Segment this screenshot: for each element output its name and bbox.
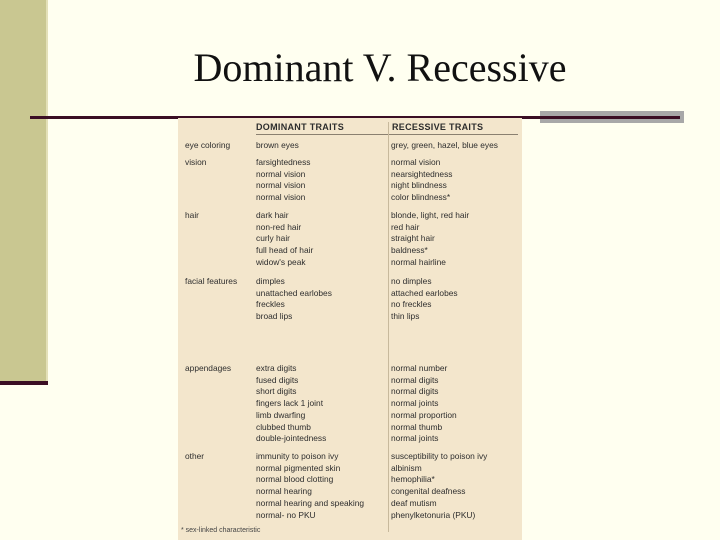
dominant-trait: widow's peak <box>256 256 306 267</box>
dominant-trait: fused digits <box>256 374 299 385</box>
recessive-trait: normal digits <box>391 374 439 385</box>
recessive-trait: grey, green, hazel, blue eyes <box>391 140 498 150</box>
recessive-trait: attached earlobes <box>391 287 458 298</box>
dominant-cell <box>256 157 310 204</box>
recessive-trait: normal joints <box>391 398 439 409</box>
dominant-trait: normal blood clotting <box>256 474 334 485</box>
recessive-trait: congenital deafness <box>391 486 466 497</box>
dominant-trait: normal- no PKU <box>256 509 316 520</box>
recessive-header: RECESSIVE TRAITS <box>392 122 484 132</box>
dominant-trait: unattached earlobes <box>256 287 332 298</box>
recessive-trait: night blindness <box>391 180 447 191</box>
dominant-trait: extra digits <box>256 363 297 373</box>
recessive-cell <box>391 140 498 152</box>
category-label: other <box>185 451 205 461</box>
dominant-header: DOMINANT TRAITS <box>256 122 344 132</box>
recessive-trait: baldness* <box>391 245 428 256</box>
recessive-trait: no dimples <box>391 276 432 286</box>
recessive-trait: normal joints <box>391 433 439 444</box>
dominant-trait: short digits <box>256 386 297 397</box>
dominant-trait: limb dwarfing <box>256 409 306 420</box>
recessive-trait: hemophilia* <box>391 474 435 485</box>
dominant-trait: non-red hair <box>256 221 302 232</box>
dominant-trait: freckles <box>256 299 285 310</box>
category-label: vision <box>185 157 207 167</box>
dominant-trait: normal vision <box>256 192 306 203</box>
dominant-cell <box>256 451 364 521</box>
category-label: appendages <box>185 363 232 373</box>
category-label: facial features <box>185 276 238 286</box>
dominant-trait: normal hearing and speaking <box>256 497 365 508</box>
slide-title: Dominant V. Recessive <box>193 45 567 90</box>
dominant-trait: normal pigmented skin <box>256 462 341 473</box>
recessive-trait: straight hair <box>391 233 435 244</box>
recessive-trait: susceptibility to poison ivy <box>391 451 488 461</box>
dominant-cell <box>256 210 313 269</box>
decorative-side-bar-rule <box>0 381 48 385</box>
recessive-trait: normal digits <box>391 386 439 397</box>
dominant-cell <box>256 276 332 323</box>
dominant-trait: normal vision <box>256 180 306 191</box>
recessive-trait: color blindness* <box>391 192 451 203</box>
recessive-trait: normal thumb <box>391 421 443 432</box>
category-label: hair <box>185 210 199 220</box>
dominant-trait: full head of hair <box>256 245 314 256</box>
dominant-cell <box>256 140 299 152</box>
dominant-trait: fingers lack 1 joint <box>256 398 324 409</box>
recessive-trait: blonde, light, red hair <box>391 210 470 220</box>
dominant-trait: dimples <box>256 276 285 286</box>
recessive-trait: no freckles <box>391 299 432 310</box>
dominant-trait: brown eyes <box>256 140 299 150</box>
recessive-trait: normal proportion <box>391 409 457 420</box>
recessive-cell <box>391 157 452 204</box>
recessive-cell <box>391 276 458 323</box>
recessive-cell <box>391 451 487 521</box>
recessive-trait: red hair <box>391 221 420 232</box>
recessive-cell <box>391 210 469 269</box>
recessive-trait: albinism <box>391 462 422 473</box>
recessive-trait: nearsightedness <box>391 168 453 179</box>
dominant-trait: broad lips <box>256 311 293 322</box>
dominant-trait: farsightedness <box>256 157 311 167</box>
recessive-trait: thin lips <box>391 311 420 322</box>
dominant-trait: double-jointedness <box>256 433 327 444</box>
column-divider <box>388 122 389 532</box>
dominant-trait: normal vision <box>256 168 306 179</box>
footnote: * sex-linked characteristic <box>181 527 261 534</box>
recessive-trait: phenylketonuria (PKU) <box>391 509 476 520</box>
dominant-cell <box>256 363 326 445</box>
recessive-trait: deaf mutism <box>391 497 437 508</box>
traits-table-image <box>178 118 522 540</box>
category-label: eye coloring <box>185 140 231 150</box>
dominant-trait: clubbed thumb <box>256 421 311 432</box>
recessive-trait: normal number <box>391 363 448 373</box>
dominant-trait: curly hair <box>256 233 290 244</box>
dominant-trait: immunity to poison ivy <box>256 451 339 461</box>
dominant-trait: normal hearing <box>256 486 312 497</box>
dominant-trait: dark hair <box>256 210 289 220</box>
recessive-cell <box>391 363 457 445</box>
recessive-trait: normal vision <box>391 157 441 167</box>
recessive-trait: normal hairline <box>391 256 446 267</box>
header-divider <box>256 134 518 135</box>
